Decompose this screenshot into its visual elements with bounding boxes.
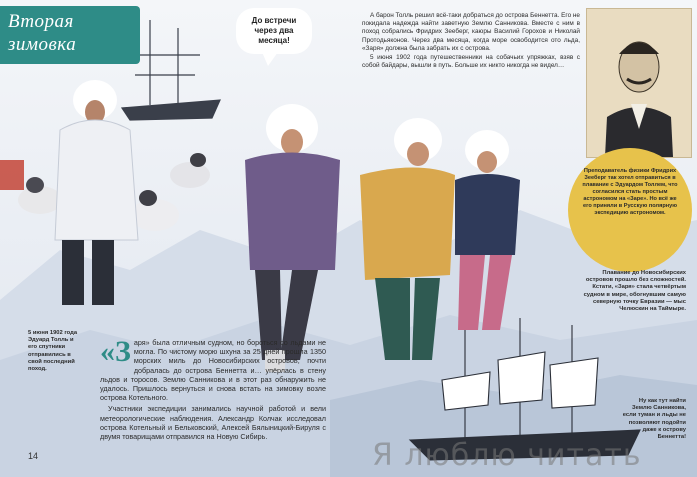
portrait-caption: Преподаватель физики Фридрих Зееберг так хотел отправиться в плавание с Эдуардом Толлем, что согласился стать простым астрономом на «Заре». Но всё же его приняли в Русскую полярную экспедицию астрономом. [582, 168, 678, 216]
main-paragraph-2: Участники экспедиции занимались научной работой и вели метеорологические наблюдения. Александр Колчак исследовал острова Котельный и Бельковский, Алексей Бялыницкий-Бируля с двумя товарищами отправился на Новую Сибирь. [100, 404, 326, 442]
title-line-2: зимовка [8, 34, 77, 55]
page-number: 14 [28, 451, 39, 461]
portrait-caption-disc [568, 148, 692, 272]
page-title [8, 10, 138, 56]
portrait-frame [586, 8, 692, 158]
bottom-right-note: Ну как тут найти Землю Санникова, если туман и льды не позволяют подойти даже к острову Беннетта! [622, 398, 686, 441]
speech-bubble-tail [262, 52, 278, 66]
speech-bubble [236, 8, 312, 54]
watermark-text: Я люблю читать [372, 438, 642, 473]
right-middle-note: Плавание до Новосибирских островов прошло без сложностей. Кстати, «Заря» стала четвёртым судном в мире, обогнувшим самую северную точку Евразии — мыс Челюскин на Таймыре. [583, 270, 686, 313]
top-right-paragraph-1: А барон Толль решил всё-таки добраться до острова Беннетта. Его не покидала надежда найти заветную Землю Санникова. Вместе с ним в поход собрались Фридрих Зееберг, каюры Василий Горохов и Николай Протодьяконов. Через два месяца, когда море освободится ото льда, «Заря» должна была забрать их с острова. [362, 12, 580, 52]
bubble-line-3: месяца! [258, 36, 290, 45]
left-caption: 5 июня 1902 года Эдуард Толль и его спутники отправились в свой последний поход. [28, 330, 78, 373]
top-right-paragraph-2: 5 июня 1902 года путешественники на собачьих упряжках, взяв с собой байдары, вышли в путь. Больше их никто никогда не видел… [362, 54, 580, 70]
portrait-illustration [587, 9, 691, 157]
title-line-1: Вторая [8, 11, 74, 32]
main-text-block [100, 335, 326, 442]
bubble-line-1: До встречи [251, 16, 297, 25]
drop-quote: «З [100, 335, 131, 368]
top-right-text [362, 12, 580, 71]
main-paragraph-1: аря» была отличным судном, но бороться со льдами не могла. По чистому морю шхуна за 25 дней прошла 1350 морских миль до Новосибирских островов, почти добралась до острова Беннетта и… упёрлась в стену льдов и торосов. Землю Санникова и в этот раз обнаружить не удалось. Пришлось вернуться и снова встать на зимовку возле острова Котельного. [100, 338, 326, 403]
bubble-line-2: через два [254, 26, 294, 35]
